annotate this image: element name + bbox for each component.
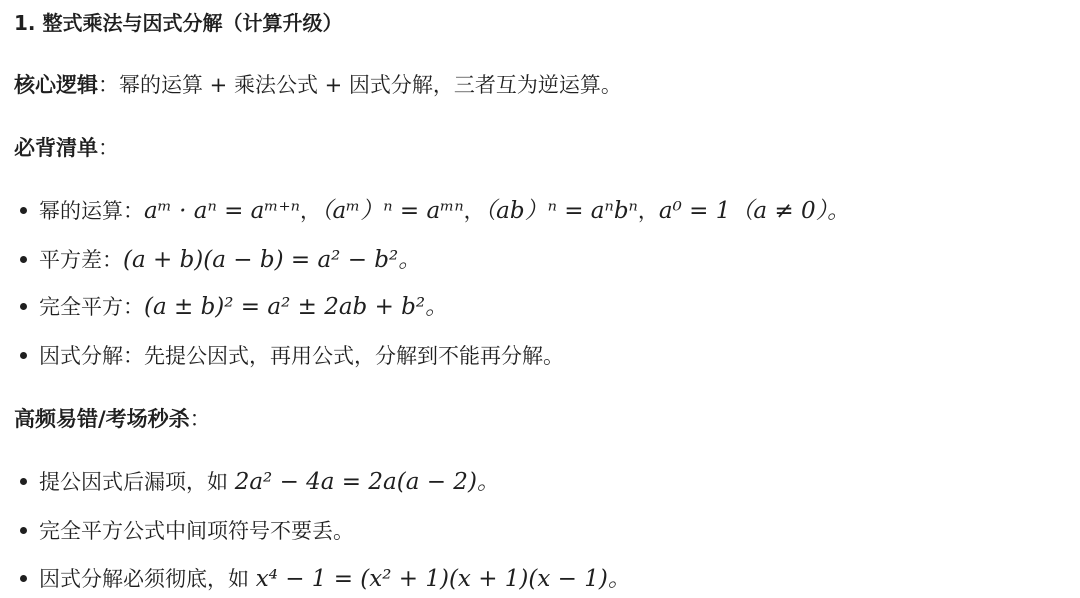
section-title: 1. 整式乘法与因式分解（计算升级） <box>14 11 343 35</box>
list-item-missing-term <box>14 467 500 497</box>
must-list-heading <box>14 133 119 163</box>
list-item-complete-factor <box>14 564 631 594</box>
bullet-icon <box>20 478 27 485</box>
formula: （ab）ⁿ = aⁿbⁿ <box>484 198 638 224</box>
item-text: 因式分解必须彻底，如 <box>39 567 256 591</box>
item-label: 完全平方： <box>39 295 144 319</box>
core-logic-line <box>14 70 622 100</box>
formula: （aᵐ）ⁿ = aᵐⁿ <box>320 198 464 224</box>
separator-comma: ， <box>299 199 321 223</box>
errors-separator: ： <box>189 407 211 431</box>
formula: a⁰ = 1（a ≠ 0）。 <box>658 198 851 224</box>
item-label: 幂的运算： <box>39 199 144 223</box>
list-item-difference-of-squares <box>14 245 421 275</box>
formula: aᵐ · aⁿ = aᵐ⁺ⁿ <box>144 198 300 224</box>
item-text: 完全平方公式中间项符号不要丢。 <box>39 519 354 543</box>
separator-comma: ， <box>637 199 659 223</box>
must-list-label: 必背清单 <box>14 136 98 160</box>
bullet-icon <box>20 207 27 214</box>
item-text: 提公因式后漏项，如 <box>39 470 235 494</box>
bullet-icon <box>20 303 27 310</box>
list-item-power-rules <box>14 196 850 226</box>
bullet-icon <box>20 256 27 263</box>
separator-comma: ， <box>463 199 485 223</box>
list-item-factorization <box>14 341 564 371</box>
formula: (a ± b)² = a² ± 2ab + b²。 <box>144 294 449 320</box>
must-list-separator: ： <box>98 136 119 160</box>
formula: x⁴ − 1 = (x² + 1)(x + 1)(x − 1)。 <box>255 566 631 592</box>
formula: 2a² − 4a = 2a(a − 2)。 <box>234 469 500 495</box>
errors-label: 高频易错/考场秒杀 <box>14 407 190 431</box>
item-label: 平方差： <box>39 248 123 272</box>
bullet-icon <box>20 527 27 534</box>
errors-heading <box>14 404 211 434</box>
bullet-icon <box>20 352 27 359</box>
formula: (a + b)(a − b) = a² − b²。 <box>123 247 422 273</box>
list-item-perfect-square <box>14 292 448 322</box>
item-label: 因式分解：先提公因式，再用公式，分解到不能再分解。 <box>39 344 564 368</box>
list-item-middle-sign <box>14 516 354 546</box>
core-logic-separator: ： <box>98 73 119 97</box>
core-logic-label: 核心逻辑 <box>14 73 98 97</box>
core-logic-text: 幂的运算 + 乘法公式 + 因式分解，三者互为逆运算。 <box>119 73 622 97</box>
bullet-icon <box>20 575 27 582</box>
